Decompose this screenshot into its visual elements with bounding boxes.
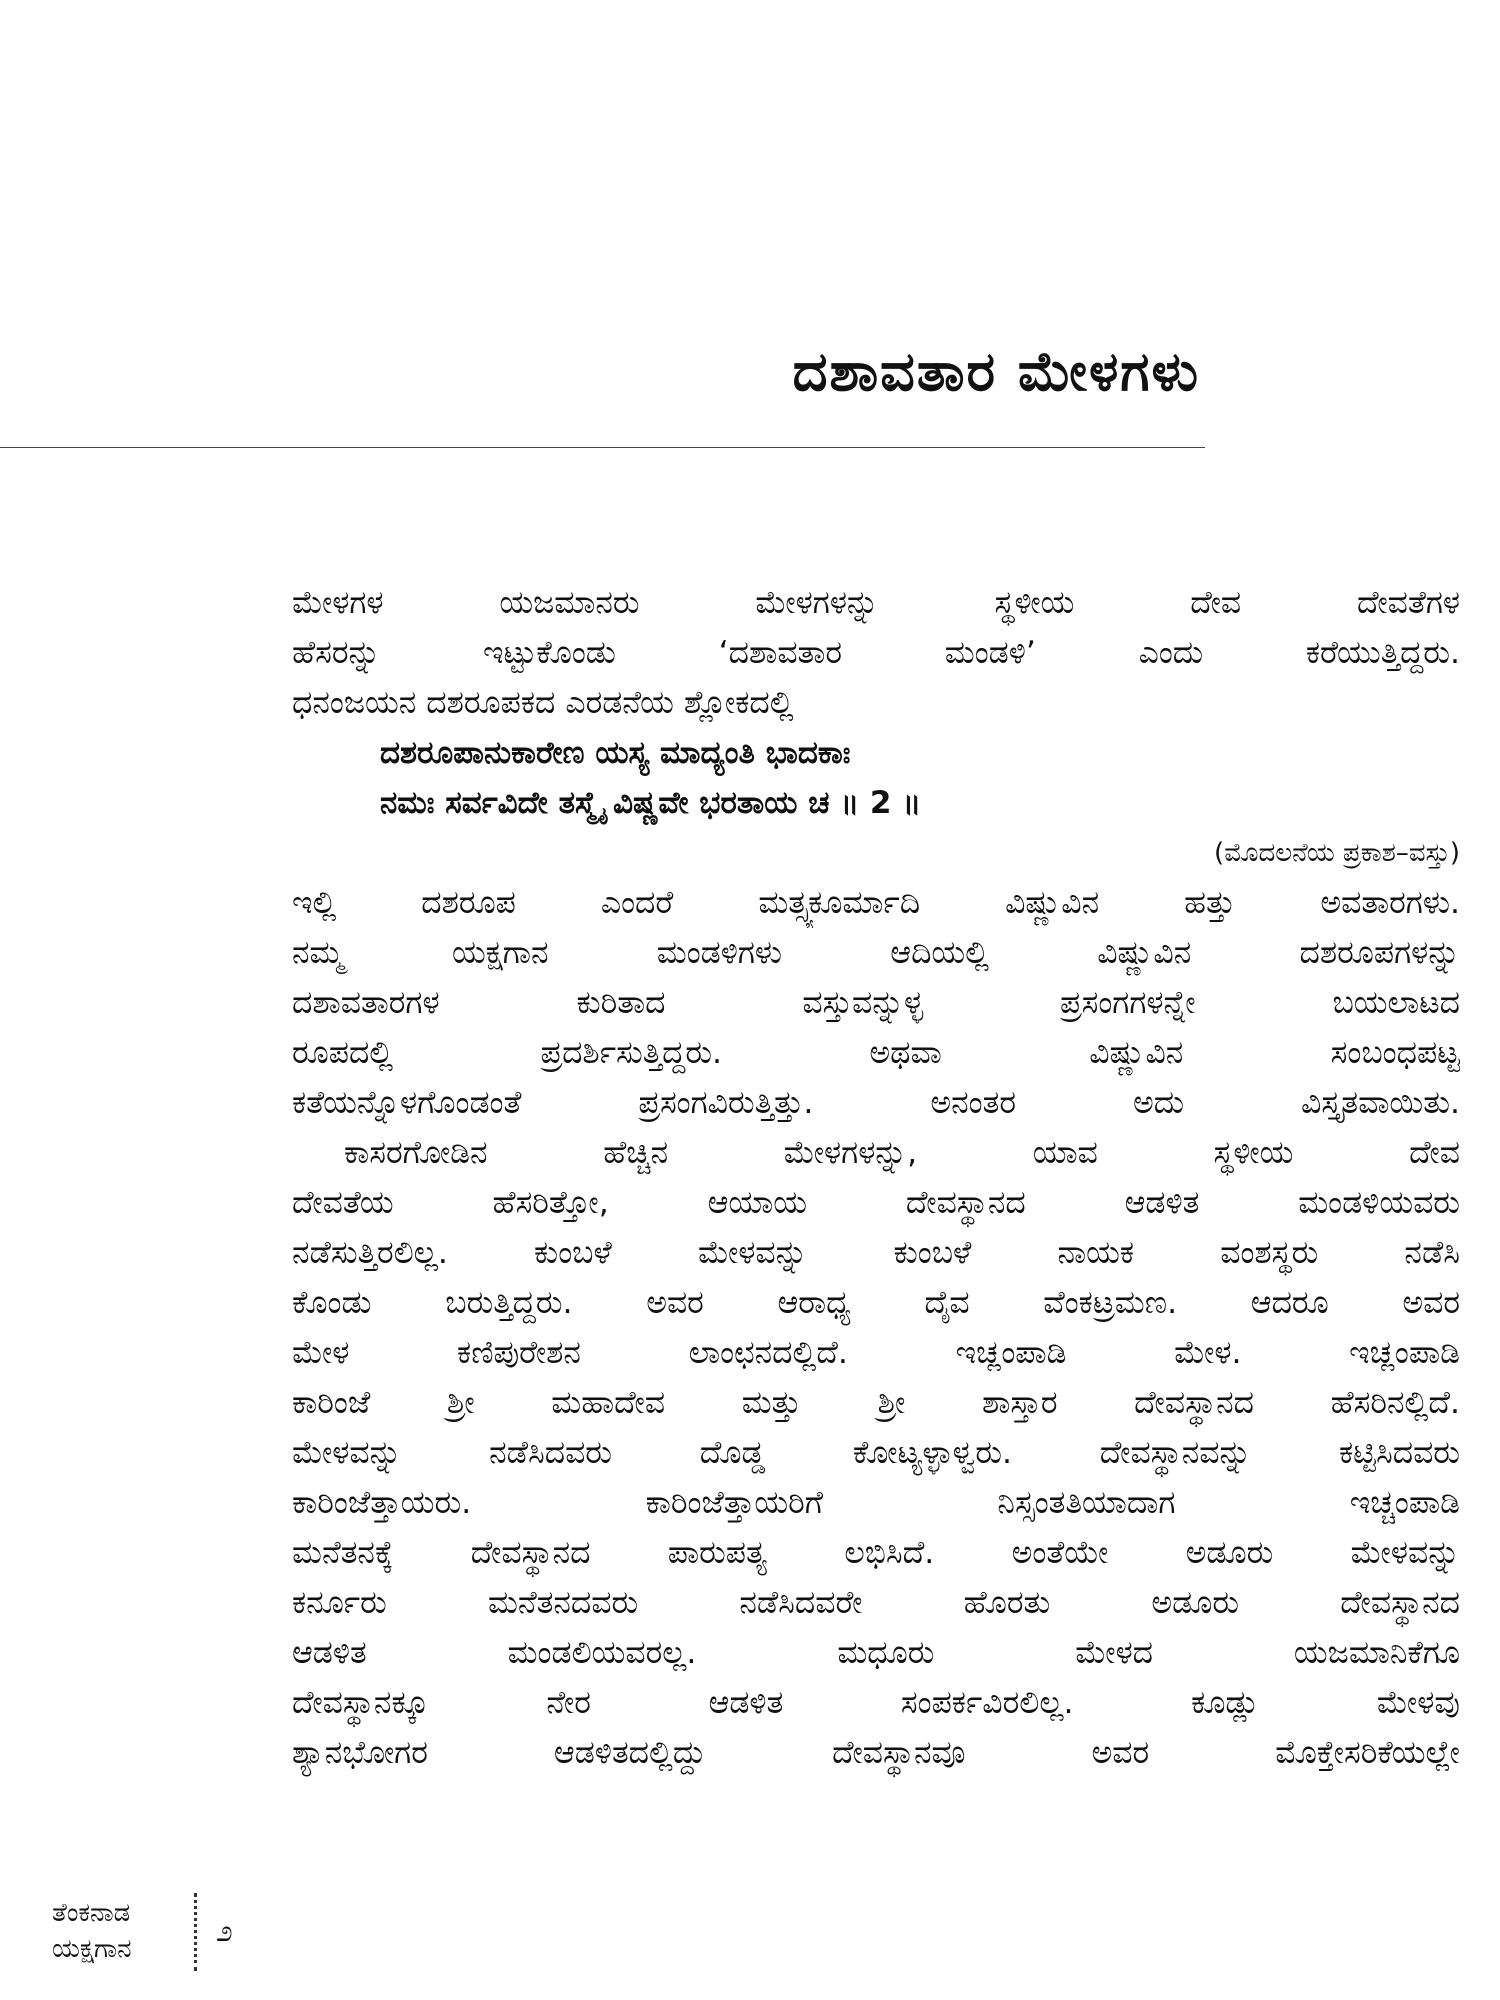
title-divider-rule: [0, 447, 1205, 448]
page-number: ೨: [216, 1914, 233, 1949]
verse-source: (ಮೊದಲನೆಯ ಪ್ರಕಾಶ–ವಸ್ತು): [1214, 838, 1460, 868]
text-line: ಹೆಸರನ್ನು ಇಟ್ಟುಕೊಂಡು ‘ದಶಾವತಾರ ಮಂಡಳಿ’ ಎಂದು ಕರೆಯುತ್ತಿದ್ದರು.: [292, 635, 1460, 671]
text-line: ನಮ್ಮ ಯಕ್ಷಗಾನ ಮಂಡಳಿಗಳು ಆದಿಯಲ್ಲಿ ವಿಷ್ಣುವಿನ ದಶರೂಪಗಳನ್ನು: [292, 935, 1460, 971]
text-line: ದೇವತೆಯ ಹೆಸರಿತ್ತೋ, ಆಯಾಯ ದೇವಸ್ಥಾನದ ಆಡಳಿತ ಮಂಡಳಿಯವರು: [292, 1185, 1460, 1221]
paragraph: [292, 878, 1460, 1128]
text-line: ಕಾರಿಂಜೆ ಶ್ರೀ ಮಹಾದೇವ ಮತ್ತು ಶ್ರೀ ಶಾಸ್ತಾರ ದೇವಸ್ಥಾನದ ಹೆಸರಿನಲ್ಲಿದೆ.: [292, 1385, 1460, 1421]
paragraph: [292, 1128, 1460, 1778]
text-line: ಶ್ಯಾನಭೋಗರ ಆಡಳಿತದಲ್ಲಿದ್ದು ದೇವಸ್ಥಾನವೂ ಅವರ ಮೊಕ್ತೇಸರಿಕೆಯಲ್ಲೇ: [292, 1735, 1460, 1771]
verse-line: ದಶರೂಪಾನುಕಾರೇಣ ಯಸ್ಯ ಮಾದ್ಯಂತಿ ಭಾದಕಾಃ: [380, 735, 851, 771]
verse-block: [292, 728, 1460, 878]
text-line: ಕರ್ನೂರು ಮನೆತನದವರು ನಡೆಸಿದವರೇ ಹೊರತು ಅಡೂರು ದೇವಸ್ಥಾನದ: [292, 1585, 1460, 1621]
text-line: ರೂಪದಲ್ಲಿ ಪ್ರದರ್ಶಿಸುತ್ತಿದ್ದರು. ಅಥವಾ ವಿಷ್ಣುವಿನ ಸಂಬಂಧಪಟ್ಟ: [292, 1035, 1460, 1071]
body-text: [292, 578, 1460, 1778]
text-line: ಮೇಳ ಕಣಿಪುರೇಶನ ಲಾಂಛನದಲ್ಲಿದೆ. ಇಚ್ಲಂಪಾಡಿ ಮೇಳ. ಇಚ್ಲಂಪಾಡಿ: [292, 1335, 1460, 1371]
text-line: ಆಡಳಿತ ಮಂಡಲಿಯವರಲ್ಲ. ಮಧೂರು ಮೇಳದ ಯಜಮಾನಿಕೆಗೂ: [292, 1635, 1460, 1671]
text-line: ಕೊಂಡು ಬರುತ್ತಿದ್ದರು. ಅವರ ಆರಾಧ್ಯ ದೈವ ವೆಂಕಟ್ರಮಣ. ಆದರೂ ಅವರ: [292, 1285, 1460, 1321]
footer-dotted-divider: [194, 1893, 197, 1971]
verse-line: ನಮಃ ಸರ್ವವಿದೇ ತಸ್ಮೈ ವಿಷ್ಣವೇ ಭರತಾಯ ಚ ॥ 2 ॥: [380, 785, 922, 821]
text-line: ಕತೆಯನ್ನೊಳಗೊಂಡಂತೆ ಪ್ರಸಂಗವಿರುತ್ತಿತ್ತು. ಅನಂತರ ಅದು ವಿಸ್ತೃತವಾಯಿತು.: [292, 1085, 1460, 1121]
text-line: ಮೇಳಗಳ ಯಜಮಾನರು ಮೇಳಗಳನ್ನು ಸ್ಥಳೀಯ ದೇವ ದೇವತೆಗಳ: [292, 585, 1460, 621]
book-title-line: ಯಕ್ಷಗಾನ: [52, 1934, 132, 1964]
text-line: ನಡೆಸುತ್ತಿರಲಿಲ್ಲ. ಕುಂಬಳೆ ಮೇಳವನ್ನು ಕುಂಬಳೆ ನಾಯಕ ವಂಶಸ್ಥರು ನಡೆಸಿ: [292, 1235, 1460, 1271]
chapter-title: ದಶಾವತಾರ ಮೇಳಗಳು: [792, 340, 1200, 403]
text-line: ದೇವಸ್ಥಾನಕ್ಕೂ ನೇರ ಆಡಳಿತ ಸಂಪರ್ಕವಿರಲಿಲ್ಲ. ಕೂಡ್ಲು ಮೇಳವು: [292, 1685, 1460, 1721]
running-footer-book-title: [52, 1895, 132, 1967]
paragraph: [292, 578, 1460, 728]
book-title-line: ತೆಂಕನಾಡ: [52, 1898, 131, 1928]
text-line: ಧನಂಜಯನ ದಶರೂಪಕದ ಎರಡನೆಯ ಶ್ಲೋಕದಲ್ಲಿ: [292, 685, 794, 721]
text-line: ಇಲ್ಲಿ ದಶರೂಪ ಎಂದರೆ ಮತ್ಸ್ಯಕೂರ್ಮಾದಿ ವಿಷ್ಣುವಿನ ಹತ್ತು ಅವತಾರಗಳು.: [292, 885, 1460, 921]
text-line: ಮನೆತನಕ್ಕೆ ದೇವಸ್ಥಾನದ ಪಾರುಪತ್ಯ ಲಭಿಸಿದೆ. ಅಂತೆಯೇ ಅಡೂರು ಮೇಳವನ್ನು: [292, 1535, 1460, 1571]
text-line: ಕಾರಿಂಜೆತ್ತಾಯರು. ಕಾರಿಂಜೆತ್ತಾಯರಿಗೆ ನಿಸ್ಸಂತತಿಯಾದಾಗ ಇಚ್ಚಂಪಾಡಿ: [292, 1485, 1460, 1521]
text-line: ದಶಾವತಾರಗಳ ಕುರಿತಾದ ವಸ್ತುವನ್ನುಳ್ಳ ಪ್ರಸಂಗಗಳನ್ನೇ ಬಯಲಾಟದ: [292, 985, 1460, 1021]
text-line: ಮೇಳವನ್ನು ನಡೆಸಿದವರು ದೊಡ್ಡ ಕೋಟ್ಯಳ್ಳಾಳ್ವರು. ದೇವಸ್ಥಾನವನ್ನು ಕಟ್ಟಿಸಿದವರು: [292, 1435, 1460, 1471]
text-line: ಕಾಸರಗೋಡಿನ ಹೆಚ್ಚಿನ ಮೇಳಗಳನ್ನು, ಯಾವ ಸ್ಥಳೀಯ ದೇವ: [344, 1135, 1460, 1171]
